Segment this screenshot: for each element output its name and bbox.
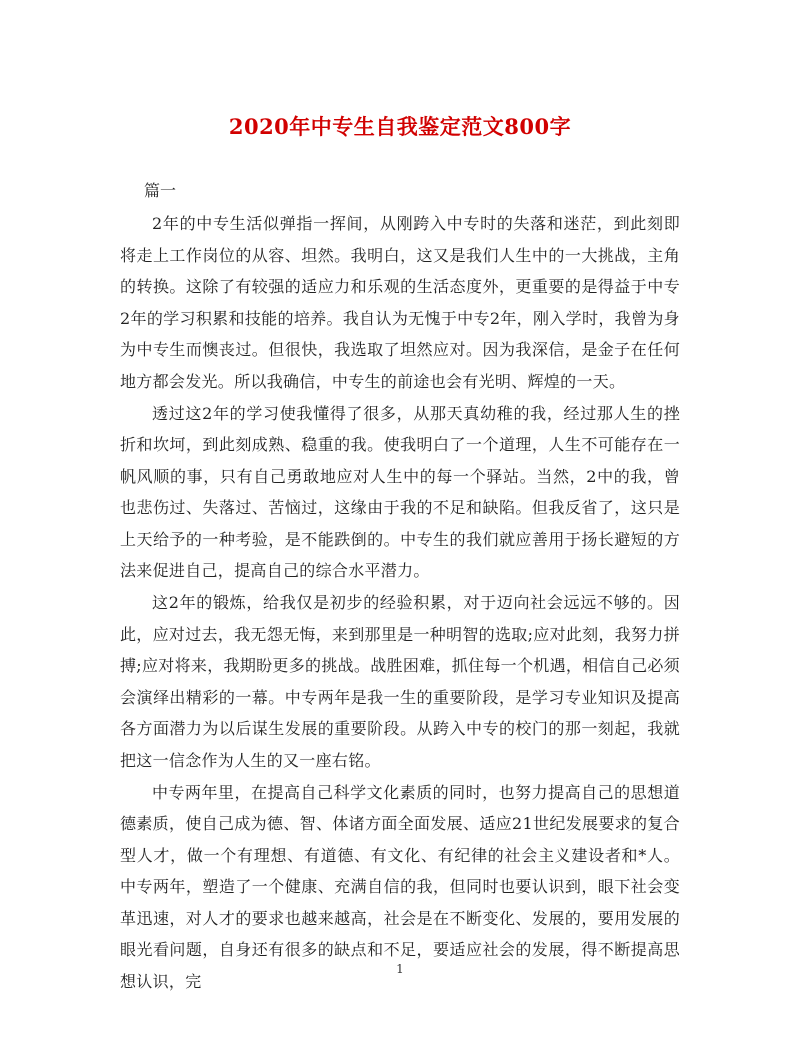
section-label: 篇一 (144, 181, 177, 200)
paragraph-2: 透过这2年的学习使我懂得了很多，从那天真幼稚的我，经过那人生的挫折和坎坷，到此刻成熟、稳重的我。使我明白了一个道理，人生不可能存在一帆风顺的事，只有自己勇敢地应对人生中的每一个驿站。当然，2中的我，曾也悲伤过、失落过、苦恼过，这缘由于我的不足和缺陷。但我反省了，这只是上天给予的一种考验，是不能跌倒的。中专生的我们就应善用于扬长避短的方法来促进自己，提高自己的综合水平潜力。 (120, 403, 680, 581)
document-title: 2020年中专生自我鉴定范文800字 (228, 114, 572, 139)
paragraph-1: 2年的中专生活似弹指一挥间，从刚跨入中专时的失落和迷茫，到此刻即将走上工作岗位的从容、坦然。我明白，这又是我们人生中的一大挑战，主角的转换。这除了有较强的适应力和乐观的生活态度外，更重要的是得益于中专2年的学习积累和技能的培养。我自认为无愧于中专2年，刚入学时，我曾为身为中专生而懊丧过。但很快，我选取了坦然应对。因为我深信，是金子在任何地方都会发光。所以我确信，中专生的前途也会有光明、辉煌的一天。 (120, 214, 680, 391)
body-text (120, 208, 680, 998)
paragraph-3: 这2年的锻炼，给我仅是初步的经验积累，对于迈向社会远远不够的。因此，应对过去，我无怨无悔，来到那里是一种明智的选取;应对此刻，我努力拼搏;应对将来，我期盼更多的挑战。战胜困难，抓住每一个机遇，相信自己必须会演绎出精彩的一幕。中专两年是我一生的重要阶段，是学习专业知识及提高各方面潜力为以后谋生发展的重要阶段。从跨入中专的校门的那一刻起，我就把这一信念作为人生的又一座右铭。 (120, 593, 680, 770)
paragraph-4: 中专两年里，在提高自己科学文化素质的同时，也努力提高自己的思想道德素质，使自己成为德、智、体诸方面全面发展、适应21世纪发展要求的复合型人才，做一个有理想、有道德、有文化、有纪律的社会主义建设者和*人。中专两年，塑造了一个健康、充满自信的我，但同时也要认识到，眼下社会变革迅速，对人才的要求也越来越高，社会是在不断变化、发展的，要用发展的眼光看问题，自身还有很多的缺点和不足，要适应社会的发展，得不断提高思想认识，完 (120, 782, 680, 991)
page-number: 1 (396, 962, 404, 976)
